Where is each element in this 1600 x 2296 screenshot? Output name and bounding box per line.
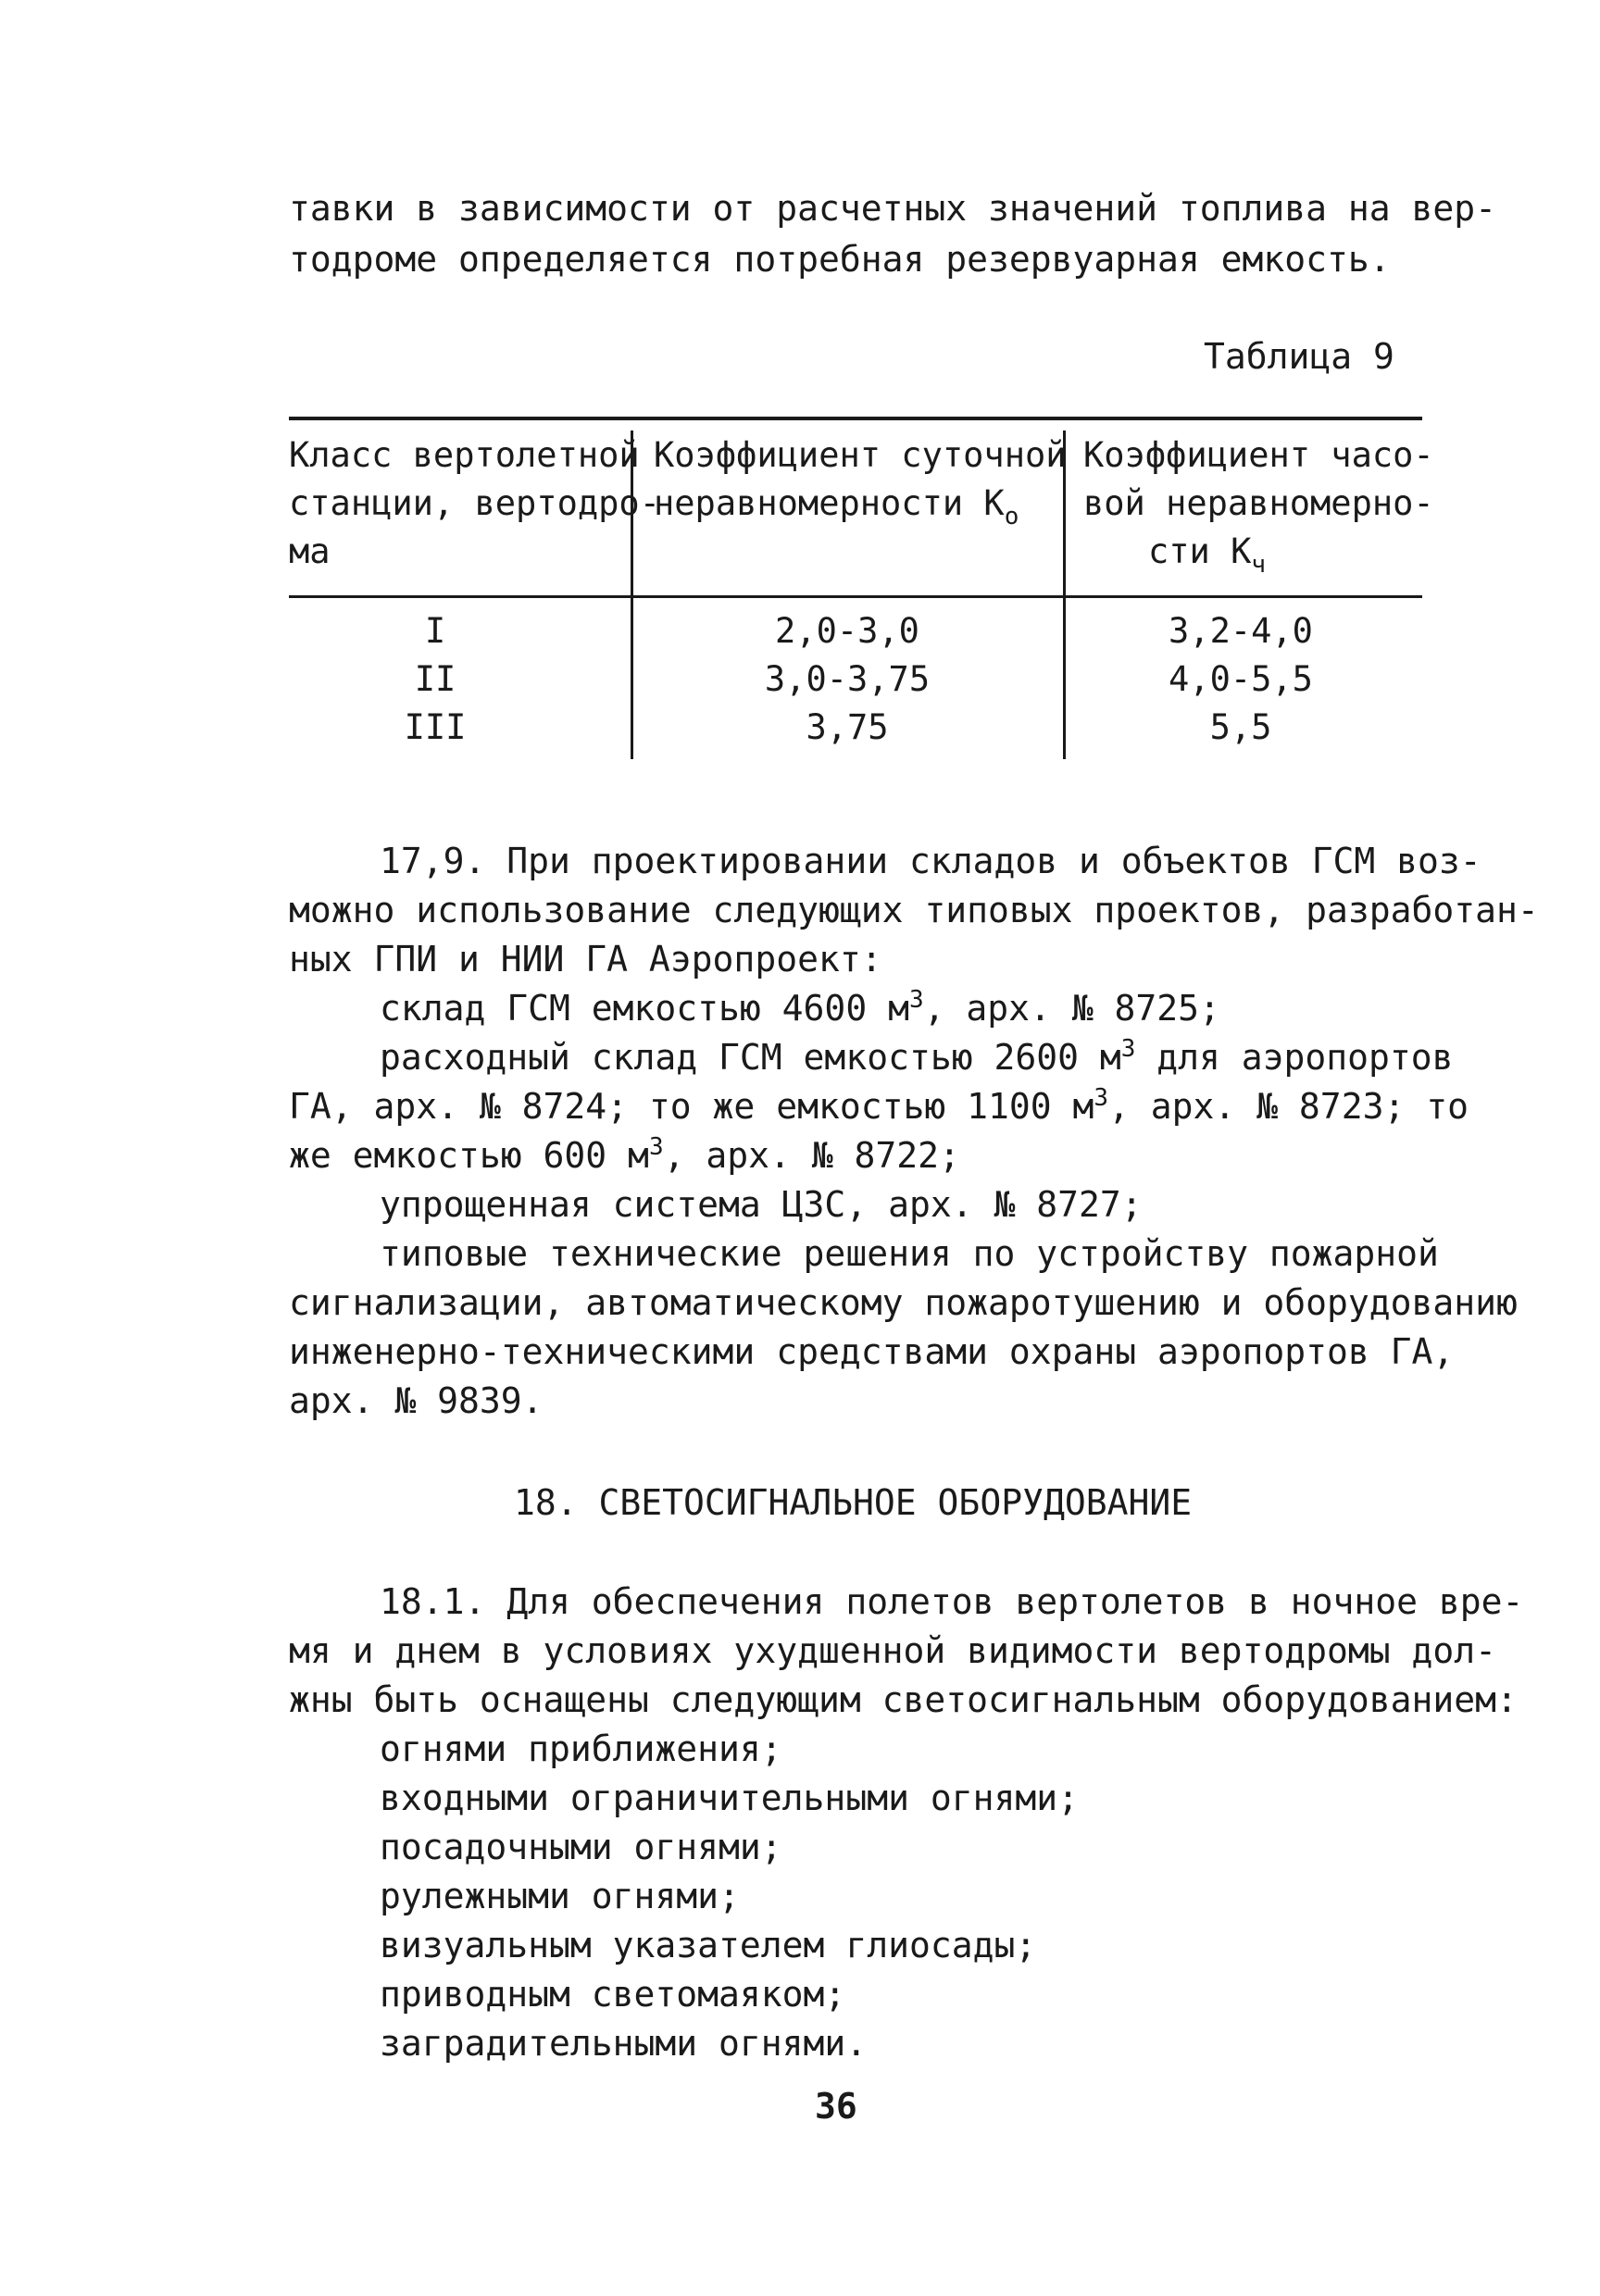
table-cell-class: III — [404, 707, 467, 747]
header-col3-line1: Коэффициент часо- — [1083, 435, 1434, 475]
list-item: визуальным указателем глиосады; — [380, 1925, 1037, 1965]
list-item: приводным светомаяком; — [380, 1974, 846, 2015]
s18-line-2: мя и днем в условиях ухудшенной видимости вертодромы дол- — [289, 1630, 1497, 1671]
intro-line-1: тавки в зависимости от расчетных значений топлива на вер- — [289, 188, 1497, 229]
list-item: посадочными огнями; — [380, 1827, 782, 1867]
list-item: огнями приближения; — [380, 1728, 782, 1769]
table-header-rule — [289, 595, 1422, 598]
list-item: заградительными огнями. — [380, 2023, 868, 2064]
header-col1-line3: ма — [289, 531, 331, 571]
table-col-divider-2 — [1063, 430, 1066, 759]
list-item: рулежными огнями; — [380, 1876, 740, 1916]
table-cell-kh: 4,0-5,5 — [1169, 659, 1313, 699]
table-cell-class: I — [424, 611, 446, 651]
s17-line-1: 17,9. При проектировании складов и объектов ГСМ воз- — [380, 841, 1481, 881]
table-cell-k0: 3,0-3,75 — [764, 659, 931, 699]
header-col2-line2: неравномерности $К_о$ — [654, 483, 1019, 530]
table-cell-kh: 5,5 — [1209, 707, 1272, 747]
header-col1-line2: станции, вертодро- — [289, 483, 660, 523]
s17-line-4: склад ГСМ емкостью 4600 $м^3$, арх. № 8725; — [380, 986, 1220, 1029]
header-col3-line2: вой неравномерно- — [1083, 483, 1434, 523]
s17-line-7: же емкостью 600 $м^3$, арх. № 8722; — [289, 1133, 960, 1176]
header-col1-line1: Класс вертолетной — [289, 435, 640, 475]
table-top-rule — [289, 417, 1422, 420]
table-col-divider-1 — [631, 430, 633, 759]
header-col2-line1: Коэффициент суточной — [654, 435, 1067, 475]
s17-line-3: ных ГПИ и НИИ ГА Аэропроект: — [289, 939, 882, 980]
s17-line-2: можно использование следующих типовых проектов, разработан- — [289, 890, 1539, 930]
s17-line-6: ГА, арх. № 8724; то же емкостью 1100 $м^3$, арх. № 8723; то — [289, 1084, 1469, 1127]
table-cell-k0: 2,0-3,0 — [775, 611, 919, 651]
section-18-heading: 18. СВЕТОСИГНАЛЬНОЕ ОБОРУДОВАНИЕ — [514, 1482, 1193, 1523]
s17-line-10: сигнализации, автоматическому пожаротушению и оборудованию — [289, 1282, 1518, 1323]
s18-line-1: 18.1. Для обеспечения полетов вертолетов в ночное вре- — [380, 1581, 1524, 1622]
table-caption: Таблица 9 — [1204, 336, 1394, 377]
s17-line-5: расходный склад ГСМ емкостью 2600 $м^3$ для аэропортов — [380, 1035, 1454, 1078]
page-number: 36 — [815, 2086, 857, 2127]
list-item: входными ограничительными огнями; — [380, 1778, 1079, 1818]
s17-line-8: упрощенная система ЦЗС, арх. № 8727; — [380, 1184, 1143, 1225]
table-cell-k0: 3,75 — [806, 707, 889, 747]
s18-line-3: жны быть оснащены следующим светосигнальным оборудованием: — [289, 1679, 1518, 1720]
s17-line-11: инженерно-техническими средствами охраны аэропортов ГА, — [289, 1331, 1455, 1372]
header-col3-line3: сти $К_ч$ — [1148, 531, 1267, 579]
table-cell-class: II — [414, 659, 456, 699]
s17-line-12: арх. № 9839. — [289, 1380, 544, 1421]
table-cell-kh: 3,2-4,0 — [1169, 611, 1313, 651]
intro-line-2: тодроме определяется потребная резервуарная емкость. — [289, 239, 1391, 280]
s17-line-9: типовые технические решения по устройству пожарной — [380, 1233, 1439, 1274]
